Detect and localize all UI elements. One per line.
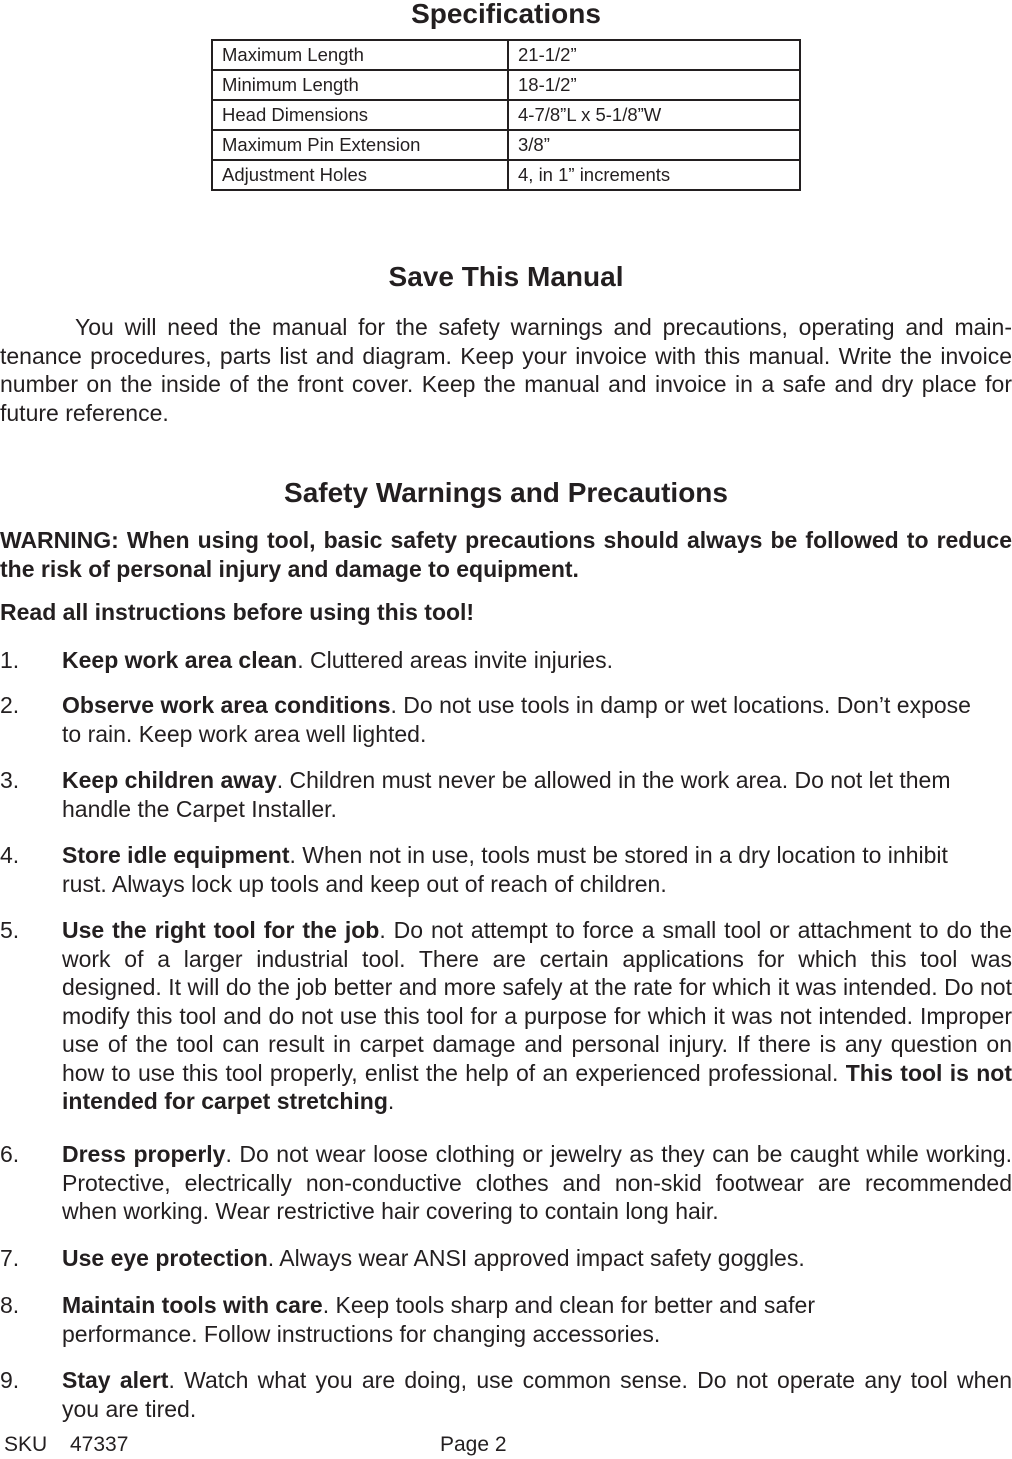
list-item <box>0 1291 1012 1348</box>
read-all-instructions: Read all instructions before using this tool! <box>0 599 475 625</box>
item-text: . Watch what you are doing, use common sense. Do not operate any tool when you are tired. <box>62 1367 1012 1422</box>
item-text: . Keep tools sharp and clean for better and safer performance. Follow instructions for changing accessories. <box>62 1292 815 1347</box>
page-number: Page 2 <box>440 1433 507 1456</box>
list-item <box>0 766 1012 823</box>
spec-value: 21-1/2” <box>508 40 800 70</box>
item-text: . Children must never be allowed in the work area. Do not let them handle the Carpet Installer. <box>62 767 951 822</box>
item-title: Use eye protection <box>62 1245 268 1271</box>
item-number: 4. <box>0 842 20 868</box>
save-manual-text: You will need the manual for the safety warnings and precautions, operating and main-tenance procedures, parts list and diagram. Keep your invoice with this manual. Write the invoice number on the inside of the front cover. Keep the manual and invoice in a safe and dry place for future reference. <box>0 314 1012 426</box>
safety-title: Safety Warnings and Precautions <box>284 477 728 508</box>
spec-value: 3/8” <box>508 130 800 160</box>
spec-label: Maximum Pin Extension <box>212 130 508 160</box>
warning-text: WARNING: When using tool, basic safety precautions should always be followed to reduce the risk of personal injury and damage to equipment. <box>0 527 1012 582</box>
spec-label: Head Dimensions <box>212 100 508 130</box>
item-number: 3. <box>0 767 20 793</box>
item-title: Dress properly <box>62 1141 226 1167</box>
spec-value: 4, in 1” increments <box>508 160 800 190</box>
table-row <box>212 160 800 190</box>
table-row <box>212 70 800 100</box>
item-text: . Do not attempt to force a small tool or attachment to do the work of a larger industrial tool. There are certain applications for which this tool was designed. It will do the job better and more safely at the rate for which it was intended. Do not modify this tool and do not use this tool for a purpose for which it was not intended. Improper use of the tool can result in carpet damage and personal injury. If there is any question on how to use this tool properly, enlist the help of an experienced professional. <box>62 917 1012 1086</box>
item-title: Keep children away <box>62 767 277 793</box>
spec-label: Maximum Length <box>212 40 508 70</box>
item-text: . Do not wear loose clothing or jewelry as they can be caught while working. Protective, electrically non-conductive clothes and non-skid footwear are recommended when working. Wear restrictive hair covering to contain long hair. <box>62 1141 1012 1224</box>
item-bold-note: This tool is not intended for carpet stretching <box>62 1059 1012 1114</box>
item-text: . Cluttered areas invite injuries. <box>297 647 613 673</box>
list-item <box>0 1366 1012 1423</box>
spec-value: 18-1/2” <box>508 70 800 100</box>
list-item <box>0 646 1012 675</box>
item-title: Keep work area clean <box>62 647 298 673</box>
table-row <box>212 130 800 160</box>
save-manual-title: Save This Manual <box>388 261 624 292</box>
item-number: 6. <box>0 1141 20 1167</box>
item-number: 8. <box>0 1292 20 1318</box>
sku-label: SKU <box>4 1433 48 1456</box>
item-text: . Always wear ANSI approved impact safety goggles. <box>267 1245 805 1271</box>
specifications-table <box>211 39 801 191</box>
list-item <box>0 1244 1012 1273</box>
item-number: 2. <box>0 692 20 718</box>
item-title: Store idle equipment <box>62 842 290 868</box>
list-item <box>0 841 1012 898</box>
item-title: Stay alert <box>62 1367 169 1393</box>
spec-label: Adjustment Holes <box>212 160 508 190</box>
item-number: 5. <box>0 917 20 943</box>
list-item <box>0 916 1012 1116</box>
item-title: Use the right tool for the job <box>62 917 380 943</box>
specifications-title: Specifications <box>411 0 601 29</box>
spec-label: Minimum Length <box>212 70 508 100</box>
item-title: Maintain tools with care <box>62 1292 323 1318</box>
list-item <box>0 691 1012 748</box>
item-number: 1. <box>0 647 20 673</box>
list-item <box>0 1140 1012 1226</box>
sku-number: 47337 <box>70 1433 129 1456</box>
item-text: . When not in use, tools must be stored in a dry location to inhibit rust. Always lock up tools and keep out of reach of children. <box>62 842 948 897</box>
item-number: 7. <box>0 1245 20 1271</box>
item-title: Observe work area conditions <box>62 692 391 718</box>
table-row <box>212 40 800 70</box>
spec-value: 4-7/8”L x 5-1/8”W <box>508 100 800 130</box>
table-row <box>212 100 800 130</box>
item-text-end: . <box>387 1088 395 1114</box>
item-text: . Do not use tools in damp or wet locations. Don’t expose to rain. Keep work area well lighted. <box>62 692 971 747</box>
item-number: 9. <box>0 1367 20 1393</box>
